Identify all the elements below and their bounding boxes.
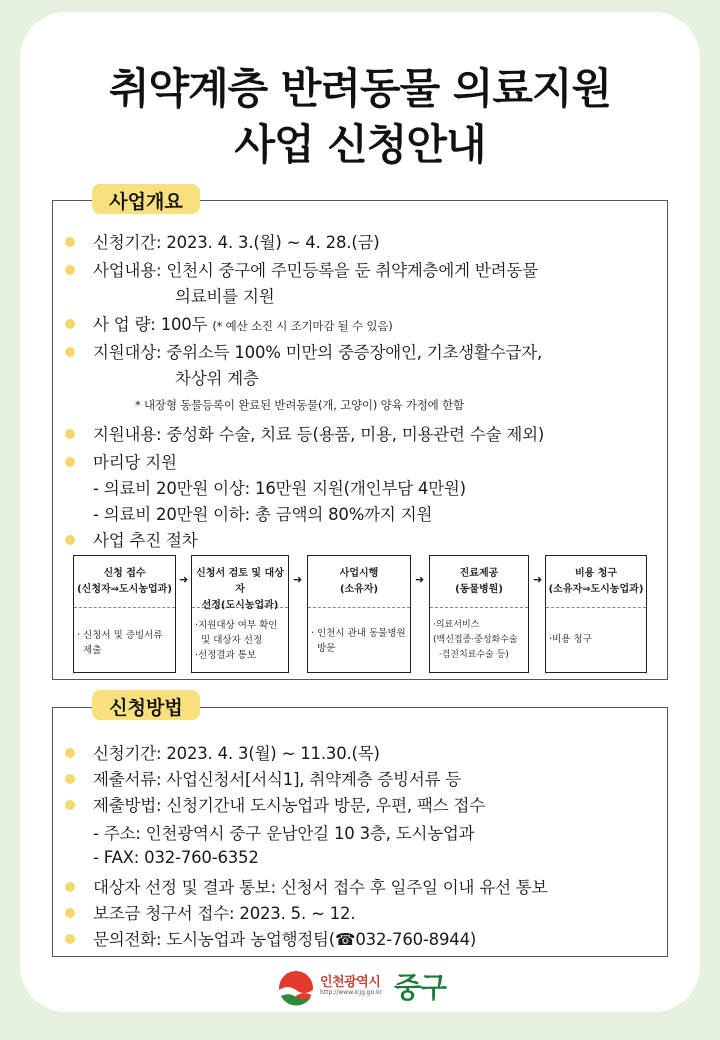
method-address: - 주소: 인천광역시 중구 운남안길 10 3층, 도시농업과: [93, 824, 475, 843]
flow-step-4-head: [430, 556, 528, 608]
page-title-line2: 사업 신청안내: [234, 120, 486, 169]
method-subsidy: 보조금 청구서 접수: 2023. 5. ~ 12.: [93, 904, 356, 923]
method-tag: 신청방법: [92, 690, 200, 720]
flow-step-3: [307, 555, 411, 673]
method-period: 신청기간: 2023. 4. 3(월) ~ 11.30.(목): [93, 744, 380, 763]
flow-step-1-body-line: · 신청서 및 증빙서류: [77, 630, 163, 641]
logo-emblem-icon: [276, 970, 316, 1006]
flow-step-2-body-line: 및 대상자 선정: [195, 635, 263, 646]
overview-procedure: 사업 추진 절차: [93, 531, 198, 550]
flow-step-5: [545, 555, 647, 673]
quantity-label: 사 업 량: 100두: [93, 315, 208, 334]
flow-step-3-body-line: · 인천시 관내 동물병원: [311, 628, 406, 639]
overview-section: [52, 200, 668, 680]
method-notify: 대상자 선정 및 결과 통보: 신청서 접수 후 일주일 이내 유선 통보: [93, 878, 548, 897]
bullet: [65, 265, 75, 275]
flow-step-2-sub: 선정(도시농업과): [201, 600, 279, 611]
flow-step-3-title: 사업시행: [339, 568, 379, 579]
flow-step-1: [73, 555, 176, 673]
flow-step-5-body: [549, 632, 644, 647]
flow-step-2-body: [195, 618, 286, 663]
method-section: [52, 707, 668, 957]
method-submit: 제출방법: 신청기간내 도시농업과 방문, 우편, 팩스 접수: [93, 796, 485, 815]
bullet: [65, 347, 75, 357]
overview-period: 신청기간: 2023. 4. 3.(월) ~ 4. 28.(금): [93, 233, 380, 252]
flow-step-1-body: [77, 628, 173, 658]
flow-step-4-body: [433, 618, 526, 663]
flow-step-1-body-line: 제출: [77, 645, 102, 656]
flow-step-2-body-line: ·선정결과 통보: [195, 650, 257, 661]
bullet: [65, 237, 75, 247]
logo-city: 인천광역시: [320, 975, 381, 990]
overview-target-cont: 차상위 계층: [175, 369, 259, 388]
overview-quantity: [93, 311, 393, 335]
logo-url: http://www.icjg.go.kr: [320, 989, 383, 996]
bullet: [65, 319, 75, 329]
district-logo: [276, 968, 456, 1008]
flow-step-4-title: 진료제공: [459, 568, 499, 579]
flow-step-1-sub: (신청자⇒도시농업과): [77, 584, 172, 595]
page-title-line1: 취약계층 반려동물 의료지원: [108, 64, 612, 113]
flow-step-3-body-line: 방문: [311, 643, 336, 654]
bullet: [65, 748, 75, 758]
flow-step-1-title: 신청 접수: [103, 568, 146, 579]
flow-step-3-sub: (소유자): [339, 584, 379, 595]
flow-step-3-body: [311, 626, 408, 656]
bullet: [65, 535, 75, 545]
overview-content: 사업내용: 인천시 중구에 주민등록을 둔 취약계층에게 반려동물: [93, 261, 538, 280]
flow-step-5-head: [546, 556, 646, 608]
method-contact: 문의전화: 도시농업과 농업행정팀(☎032-760-8944): [93, 930, 477, 949]
flow-step-4-body-line: ·검진치료수술 등): [433, 650, 509, 660]
bullet: [65, 429, 75, 439]
flow-step-4: [429, 555, 529, 673]
bullet: [65, 934, 75, 944]
overview-content-cont: 의료비를 지원: [175, 287, 275, 306]
overview-target: 지원대상: 중위소득 100% 미만의 중증장애인, 기초생활수급자,: [93, 343, 543, 362]
bullet: [65, 882, 75, 892]
flow-step-5-body-line: ·비용 청구: [549, 634, 592, 645]
flow-step-3-head: [308, 556, 410, 608]
overview-per-head-2: - 의료비 20만원 이하: 총 금액의 80%까지 지원: [93, 505, 433, 524]
flow-step-1-head: [74, 556, 175, 608]
bullet: [65, 908, 75, 918]
quantity-note: (* 예산 소진 시 조기마감 될 수 있음): [212, 319, 393, 333]
flow-arrow-icon: ➜: [293, 573, 303, 586]
bullet: [65, 774, 75, 784]
bullet: [65, 800, 75, 810]
method-documents: 제출서류: 사업신청서[서식1], 취약계층 증빙서류 등: [93, 770, 462, 789]
overview-target-note: * 내장형 동물등록이 완료된 반려동물(개, 고양이) 양육 가정에 한함: [135, 398, 464, 412]
logo-district: 중구: [394, 971, 447, 1004]
overview-tag: 사업개요: [92, 184, 200, 214]
flow-step-2-body-line: ·지원대상 여부 확인: [195, 620, 278, 631]
flow-step-4-sub: (동물병원): [455, 584, 503, 595]
flow-arrow-icon: ➜: [415, 573, 425, 586]
flow-step-2-title: 신청서 검토 및 대상자: [196, 568, 284, 595]
flow-arrow-icon: ➜: [179, 573, 189, 586]
flow-step-2: [191, 555, 289, 673]
bullet: [65, 457, 75, 467]
overview-per-head: 마리당 지원: [93, 453, 177, 472]
flow-step-4-body-line: (백신접종·중성화수술: [433, 635, 518, 645]
flow-step-5-sub: (소유자⇒도시농업과): [548, 584, 644, 595]
flow-step-4-body-line: ·의료서비스: [433, 620, 480, 630]
overview-per-head-1: - 의료비 20만원 이상: 16만원 지원(개인부담 4만원): [93, 479, 466, 498]
flow-step-5-title: 비용 청구: [574, 568, 618, 579]
overview-support-content: 지원내용: 중성화 수술, 치료 등(용품, 미용, 미용관련 수술 제외): [93, 425, 545, 444]
flow-arrow-icon: ➜: [533, 573, 543, 586]
method-fax: - FAX: 032-760-6352: [93, 848, 259, 867]
flow-step-2-head: [192, 556, 288, 611]
